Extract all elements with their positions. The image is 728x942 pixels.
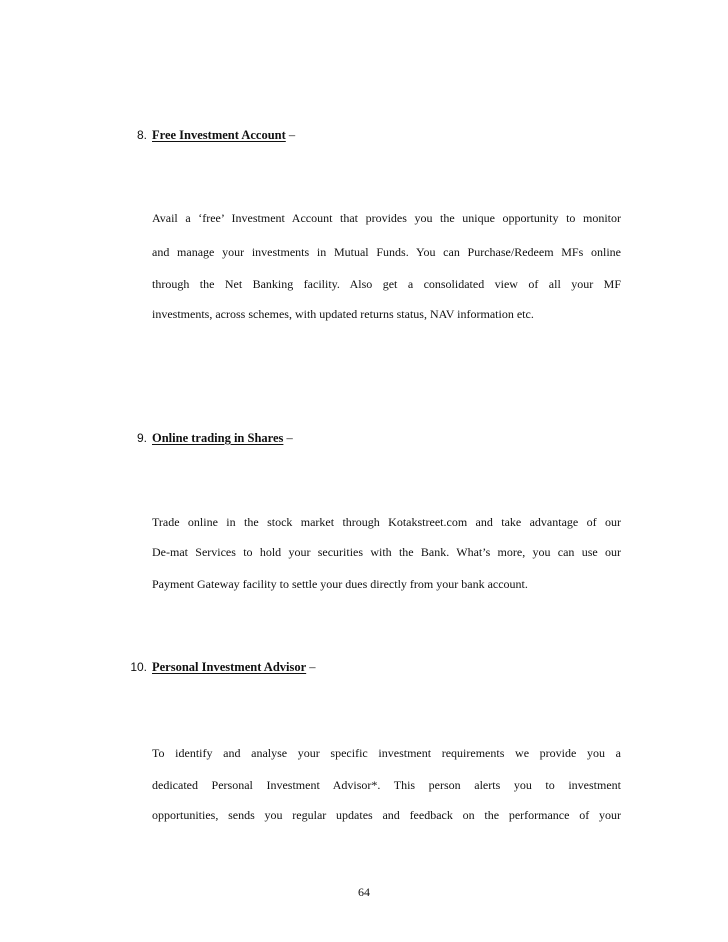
- title-dash: –: [306, 660, 316, 674]
- section-title: Personal Investment Advisor: [152, 660, 307, 674]
- section-title: Free Investment Account: [152, 128, 286, 142]
- title-dash: –: [283, 431, 293, 445]
- paragraph-line: Trade online in the stock market through Kotakstreet.com and take advantage of our: [152, 515, 621, 529]
- paragraph-line: investments, across schemes, with updated returns status, NAV information etc.: [152, 307, 534, 321]
- paragraph-line: and manage your investments in Mutual Funds. You can Purchase/Redeem MFs online: [152, 245, 621, 259]
- section-number: 8.: [136, 128, 147, 142]
- page-number: 64: [358, 885, 370, 899]
- paragraph-line: Avail a ‘free’ Investment Account that provides you the unique opportunity to monitor: [152, 211, 621, 225]
- paragraph-line: opportunities, sends you regular updates and feedback on the performance of your: [152, 808, 621, 822]
- section-title: Online trading in Shares: [152, 431, 284, 445]
- title-dash: –: [285, 128, 296, 142]
- paragraph-line: To identify and analyse your specific investment requirements we provide you a: [152, 746, 621, 760]
- paragraph-line: De-mat Services to hold your securities with the Bank. What’s more, you can use our: [152, 545, 621, 559]
- paragraph-line: Payment Gateway facility to settle your dues directly from your bank account.: [152, 577, 528, 591]
- paragraph-line: dedicated Personal Investment Advisor*. This person alerts you to investment: [152, 778, 621, 792]
- paragraph-line: through the Net Banking facility. Also get a consolidated view of all your MF: [152, 277, 621, 291]
- section-number: 9.: [136, 431, 147, 445]
- section-number: 10.: [130, 660, 147, 674]
